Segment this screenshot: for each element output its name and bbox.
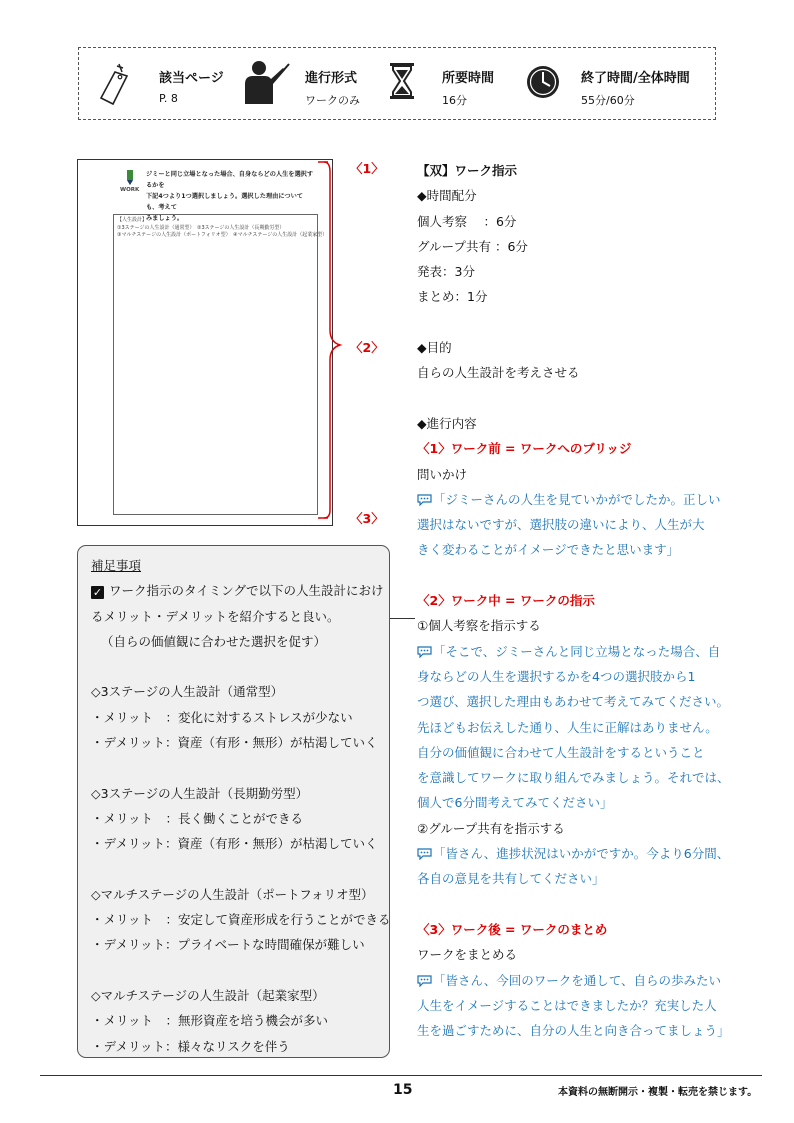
section-demerit: ・デメリット：資産（有形・無形）が枯渇していく bbox=[91, 735, 378, 751]
red-range-bracket bbox=[316, 160, 346, 522]
connector-line bbox=[390, 618, 415, 619]
step2-speech2-line bbox=[417, 841, 757, 866]
step1-speech-line: きく変わることがイメージできたと思います」 bbox=[417, 542, 680, 558]
supplement-check-text: ワーク指示のタイミングで以下の人生設計におけ bbox=[109, 583, 384, 599]
info-format-value: ワークのみ bbox=[305, 94, 360, 107]
thumbnail-box-line: 【人生設計】 bbox=[117, 217, 148, 223]
step2-heading: 〈2〉ワーク中 = ワークの指示 bbox=[417, 593, 595, 609]
step2-speech-line: を意識してワークに取り組んでみましょう。それでは、 bbox=[417, 770, 730, 786]
step2-speech-line bbox=[417, 639, 757, 664]
time-item: まとめ：1分 bbox=[417, 289, 488, 305]
speech-text: 「皆さん、進捗状況はいかがですか。今より6分間、 bbox=[433, 846, 730, 862]
step2-speech-line: 自分の価値観に合わせて人生設計をするということ bbox=[417, 744, 705, 760]
info-page bbox=[79, 48, 239, 121]
info-duration-value: 16分 bbox=[442, 94, 467, 107]
speech-text: 「そこで、ジミーさんと同じ立場となった場合、自 bbox=[433, 643, 721, 659]
clock-icon bbox=[525, 64, 561, 100]
step1-heading: 〈1〉ワーク前 = ワークへのブリッジ bbox=[417, 441, 632, 457]
hourglass-icon bbox=[389, 62, 415, 100]
thumbnail-instruction-line: 下記4つより1つ選択しましょう。選択した理由についても、考えて bbox=[146, 193, 303, 211]
bracket-label-3: 〈3〉 bbox=[350, 511, 384, 526]
worksheet-thumbnail bbox=[77, 159, 333, 526]
page-number: 15 bbox=[393, 1082, 413, 1098]
time-item: 発表：3分 bbox=[417, 264, 475, 280]
step3-speech-line: 人生をイメージすることはできましたか？充実した人 bbox=[417, 997, 717, 1013]
checkmark-icon: ✓ bbox=[92, 586, 103, 600]
purpose-heading: ◆目的 bbox=[417, 340, 452, 356]
footer-divider bbox=[40, 1075, 762, 1076]
info-duration bbox=[389, 48, 529, 121]
presenter-icon bbox=[239, 60, 291, 106]
supplement-check-line bbox=[91, 578, 391, 603]
section-merit: ・メリット ：無形資産を培う機会が多い bbox=[91, 1013, 329, 1029]
info-end-time-value: 55分/60分 bbox=[581, 94, 635, 107]
step3-action: ワークをまとめる bbox=[417, 947, 518, 963]
thumbnail-instruction-line: ジミーと同じ立場となった場合、自身ならどの人生を選択するかを bbox=[146, 171, 314, 189]
info-duration-label: 所要時間 bbox=[442, 71, 495, 86]
section-merit: ・メリット ：長く働くことができる bbox=[91, 810, 304, 826]
section-heading: ◇マルチステージの人生設計（ポートフォリオ型） bbox=[91, 886, 374, 902]
work-pencil-icon bbox=[123, 168, 137, 188]
bracket-label-1: 〈1〉 bbox=[350, 161, 384, 176]
step2-speech-line: つ選び、選択した理由もあわせて考えてみてください。 bbox=[417, 694, 730, 710]
info-format bbox=[239, 48, 389, 121]
speech-bubble-icon bbox=[417, 646, 432, 658]
step2-speech-line: 個人で6分間考えてみてください」 bbox=[417, 795, 613, 811]
bookmark-tag-icon bbox=[97, 62, 137, 108]
step3-speech-line: 生を過ごすために、自分の人生と向き合ってましょう」 bbox=[417, 1023, 730, 1039]
section-merit: ・メリット ：変化に対するストレスが少ない bbox=[91, 709, 353, 725]
step1-speech-line bbox=[417, 487, 757, 512]
progress-heading: ◆進行内容 bbox=[417, 415, 477, 431]
supplement-check-line: （自らの価値観に合わせた選択を促す） bbox=[101, 633, 327, 649]
section-heading: ◇3ステージの人生設計（通常型） bbox=[91, 684, 284, 700]
work-instructions bbox=[417, 158, 757, 1043]
copyright-notice: 本資料の無断開示・複製・転売を禁じます。 bbox=[558, 1087, 758, 1098]
work-label: WORK bbox=[120, 187, 140, 193]
time-heading: ◆時間配分 bbox=[417, 188, 477, 204]
bracket-label-2: 〈2〉 bbox=[350, 340, 384, 355]
speech-bubble-icon bbox=[417, 848, 432, 860]
supplement-title: 補足事項 bbox=[91, 558, 142, 573]
thumbnail-box-line: ③マルチステージの人生設計（ポートフォリオ型） ④マルチステージの人生設計（起業家型） bbox=[117, 232, 328, 238]
step3-heading: 〈3〉ワーク後 = ワークのまとめ bbox=[417, 921, 608, 937]
section-heading: ◇マルチステージの人生設計（起業家型） bbox=[91, 988, 325, 1004]
step2-speech2-line: 各自の意見を共有してください」 bbox=[417, 871, 605, 887]
speech-text: 「ジミーさんの人生を見ていかがでしたか。正しい bbox=[433, 491, 721, 507]
section-demerit: ・デメリット：プライベートな時間確保が難しい bbox=[91, 937, 365, 953]
step3-speech-line bbox=[417, 968, 757, 993]
step1-action: 問いかけ bbox=[417, 466, 468, 482]
thumbnail-instruction-line: みましょう。 bbox=[146, 215, 184, 222]
session-info-box bbox=[78, 47, 716, 120]
step2-speech-line: 先ほどもお伝えした通り、人生に正解はありません。 bbox=[417, 719, 718, 735]
speech-bubble-icon bbox=[417, 975, 432, 987]
time-item: グループ共有 ：6分 bbox=[417, 238, 528, 254]
purpose-text: 自らの人生設計を考えさせる bbox=[417, 365, 580, 381]
section-demerit: ・デメリット：様々なリスクを伴う bbox=[91, 1038, 290, 1054]
section-heading: ◇3ステージの人生設計（長期勤労型） bbox=[91, 785, 309, 801]
instructions-title: 【双】ワーク指示 bbox=[417, 163, 518, 178]
section-merit: ・メリット ：安定して資産形成を行うことができる bbox=[91, 912, 391, 928]
step2-action2: ②グループ共有を指示する bbox=[417, 820, 565, 836]
thumbnail-answer-box bbox=[113, 214, 328, 515]
time-item: 個人考察 ：6分 bbox=[417, 213, 517, 229]
info-end-time-label: 終了時間/全体時間 bbox=[581, 71, 690, 86]
step2-action1: ①個人考察を指示する bbox=[417, 618, 541, 634]
info-end-time bbox=[525, 48, 715, 121]
supplement-check-line: るメリット・デメリットを紹介すると良い。 bbox=[91, 608, 340, 624]
step2-speech-line: 身ならどの人生を選択するかを4つの選択肢から1 bbox=[417, 668, 696, 684]
speech-text: 「皆さん、今回のワークを通して、自らの歩みたい bbox=[433, 972, 722, 988]
speech-bubble-icon bbox=[417, 494, 432, 506]
step1-speech-line: 選択はないですが、選択肢の違いにより、人生が大 bbox=[417, 517, 705, 533]
section-demerit: ・デメリット：資産（有形・無形）が枯渇していく bbox=[91, 836, 378, 852]
thumbnail-box-line: ①3ステージの人生設計（通常型） ②3ステージの人生設計（長期勤労型） bbox=[117, 224, 285, 231]
info-page-label: 該当ページ bbox=[159, 71, 224, 86]
info-format-label: 進行形式 bbox=[305, 71, 358, 86]
supplement-box bbox=[77, 545, 390, 1058]
info-page-value: P. 8 bbox=[159, 92, 178, 105]
